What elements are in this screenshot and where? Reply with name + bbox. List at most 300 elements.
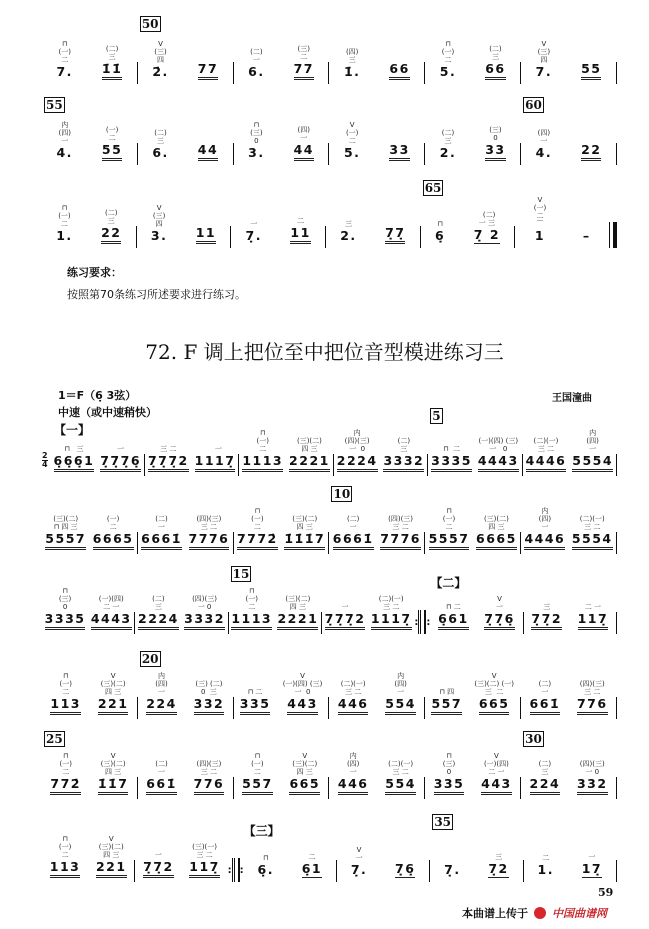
measure xyxy=(234,731,329,795)
measure xyxy=(138,651,233,715)
fingering-annotation: (一) xyxy=(251,760,264,768)
note-group xyxy=(484,595,515,630)
fingering-annotation: (二) xyxy=(155,515,168,523)
fingering-annotation: 二 xyxy=(60,220,68,228)
note-group xyxy=(143,851,174,878)
note: 665 xyxy=(479,696,510,715)
note-group xyxy=(100,445,141,472)
note: 776 xyxy=(194,776,225,795)
note: 554 xyxy=(385,776,416,795)
note: 4446 xyxy=(524,531,565,550)
note-group xyxy=(351,846,367,878)
fingering-annotation: (三) xyxy=(442,760,456,768)
fingering-annotation: (三) xyxy=(489,126,502,134)
fingering-annotation: 一 xyxy=(496,603,504,611)
fingering-annotation: 四 三 xyxy=(296,768,313,776)
fingering-annotation: 一 xyxy=(252,56,260,64)
fingering-annotation: (二) xyxy=(152,595,165,603)
note-group xyxy=(572,429,613,472)
note: 446 xyxy=(338,776,369,795)
measure-number: 5 xyxy=(432,409,441,423)
note: 661̇ xyxy=(530,696,561,715)
note-group xyxy=(198,142,218,161)
note-group xyxy=(102,45,122,80)
fingering-annotation: (二) xyxy=(538,680,552,688)
fingering-annotation: V xyxy=(349,121,355,129)
note: 4. xyxy=(56,145,73,160)
fingering-annotation: (一) xyxy=(106,515,120,523)
fingering-annotation: (二) xyxy=(397,437,411,445)
fingering-annotation: (四)(三) xyxy=(192,595,218,603)
fingering-annotation: 二 一 xyxy=(584,603,601,611)
note-group xyxy=(440,129,456,161)
fingering-annotation: V xyxy=(491,672,497,680)
fingering-annotation: V xyxy=(300,672,305,680)
fingering-annotation: 二 一 xyxy=(103,603,120,611)
note: 335 xyxy=(240,696,271,715)
repeat-dots: : xyxy=(227,865,232,876)
tempo-marking: 中速（或中速稍快） xyxy=(58,406,157,419)
measure xyxy=(42,651,137,715)
note: 7̣7̣6̣ xyxy=(484,611,515,630)
fingering-annotation: (一) xyxy=(59,680,72,688)
note-group xyxy=(338,752,369,795)
fingering-annotation: (二) xyxy=(441,129,455,137)
fingering-annotation: (三) xyxy=(537,48,551,56)
note: 7̣6̣ xyxy=(395,861,416,876)
note-group xyxy=(248,121,264,161)
fingering-annotation: 二 xyxy=(62,768,70,776)
fingering-annotation: (二)(一) xyxy=(579,515,605,523)
measure xyxy=(229,566,321,630)
measure xyxy=(523,408,616,472)
fingering-annotation: ⊓ 二 xyxy=(443,445,461,453)
measure xyxy=(42,814,134,878)
note-group xyxy=(240,688,271,715)
note: 2. xyxy=(439,145,457,160)
barline xyxy=(616,454,617,476)
fingering-annotation: 0 xyxy=(493,134,498,142)
note: 6661̇ xyxy=(333,531,374,550)
fingering-annotation: (一)(四) xyxy=(98,595,124,603)
note: 22 xyxy=(581,142,601,161)
note: 5. xyxy=(343,145,361,160)
fingering-annotation: 四 三 xyxy=(289,603,306,611)
upload-text: 本曲谱上传于 xyxy=(462,907,528,920)
note: – xyxy=(582,228,591,243)
fingering-annotation: (一) xyxy=(442,515,456,523)
note-group xyxy=(340,220,356,244)
note: 3335 xyxy=(45,611,86,630)
staff-row xyxy=(42,814,617,878)
fingering-annotation: 四 三 xyxy=(103,851,120,859)
barline xyxy=(616,532,617,554)
fingering-annotation: 三 二 xyxy=(537,445,555,453)
fingering-annotation: (二) xyxy=(538,760,552,768)
note: 55 xyxy=(102,142,122,161)
measure xyxy=(524,814,616,878)
fingering-annotation: 二 xyxy=(61,851,69,859)
measure xyxy=(42,566,134,630)
note-group xyxy=(434,752,465,795)
note: 1. xyxy=(537,862,554,877)
fingering-annotation: 一 xyxy=(158,688,166,696)
fingering-annotation: 二 xyxy=(109,523,117,531)
repeat-barline xyxy=(418,610,426,634)
fingering-annotation: (三)(二) xyxy=(292,760,318,768)
fingering-annotation: (二) xyxy=(154,129,167,137)
note: 3. xyxy=(150,228,168,243)
fingering-annotation: 四 三 xyxy=(104,768,122,776)
note: 4443 xyxy=(91,611,132,630)
key-signature: 1＝F（6̣ 3弦） xyxy=(58,389,137,402)
measure-number: 30 xyxy=(525,732,542,746)
note-group xyxy=(198,61,218,80)
fingering-annotation: (四)(三) xyxy=(579,680,605,688)
note: 3. xyxy=(248,145,265,160)
note-group xyxy=(302,853,322,878)
fingering-annotation: V xyxy=(302,752,308,760)
fingering-annotation: 内 xyxy=(349,752,357,760)
note: 113 xyxy=(50,859,81,878)
fingering-annotation: 二 xyxy=(348,137,356,145)
note-group xyxy=(102,126,122,161)
measure xyxy=(231,180,325,244)
note-group xyxy=(526,437,567,472)
fingering-annotation: 内 xyxy=(61,121,69,129)
fingering-annotation: 0 三 xyxy=(200,688,217,696)
note: 44 xyxy=(198,142,218,161)
note-group xyxy=(536,40,552,80)
fingering-annotation: (二)(一) xyxy=(388,760,414,768)
note: 2. xyxy=(340,228,357,243)
note-group xyxy=(481,752,512,795)
measure xyxy=(329,651,424,715)
note: 6̣ xyxy=(434,228,446,243)
fingering-annotation: 三 xyxy=(157,137,165,145)
fingering-annotation: 0 xyxy=(446,768,452,776)
fingering-annotation: (二) xyxy=(105,209,118,217)
fingering-annotation: 内 xyxy=(353,429,361,437)
fingering-annotation: (四) xyxy=(155,680,168,688)
note: 2224 xyxy=(337,453,378,472)
fingering-annotation: ⊓ xyxy=(437,220,443,228)
note-group xyxy=(146,672,177,715)
note-group xyxy=(488,853,508,878)
note: 117̣ xyxy=(578,611,609,630)
fingering-annotation: 一 xyxy=(349,768,357,776)
section-label: 【三】 xyxy=(243,824,280,838)
fingering-annotation: 一 xyxy=(589,445,597,453)
fingering-annotation: 二 一 xyxy=(488,768,505,776)
measure xyxy=(51,408,144,472)
fingering-annotation: ⊓ xyxy=(61,40,68,48)
note-group xyxy=(583,228,591,244)
note: 1̇1̇1̇7 xyxy=(284,531,325,550)
measure xyxy=(137,180,231,244)
fingering-annotation: (三) xyxy=(297,45,311,53)
fingering-annotation: (三)(二) xyxy=(100,760,126,768)
note-group xyxy=(45,515,86,550)
staff-row xyxy=(42,16,617,80)
note: 1̇1̇7 xyxy=(98,776,129,795)
fingering-annotation: 二 xyxy=(248,603,256,611)
practice-heading: 练习要求： xyxy=(67,266,122,279)
note: 66 xyxy=(485,61,505,80)
fingering-annotation: (一) xyxy=(58,48,71,56)
staff-row xyxy=(42,180,617,244)
note: 7̣2 xyxy=(488,861,509,876)
note: 7776 xyxy=(189,531,230,550)
fingering-annotation: 一 xyxy=(158,523,166,531)
measure xyxy=(329,16,424,80)
note: 6̣61 xyxy=(438,611,469,630)
note-group xyxy=(485,45,505,80)
composer: 王国潼曲 xyxy=(552,393,592,404)
measure xyxy=(329,486,424,550)
fingering-annotation: 一 xyxy=(117,445,125,453)
note-group xyxy=(435,220,445,244)
fingering-annotation: V xyxy=(158,40,163,48)
fingering-annotation: 一 xyxy=(541,523,549,531)
note: 7. xyxy=(535,64,553,79)
fingering-annotation: (二)(一) xyxy=(533,437,559,445)
fingering-annotation: (二)(一) xyxy=(378,595,404,603)
note: 557 xyxy=(431,696,462,715)
note: 221 xyxy=(96,859,127,878)
fingering-annotation: 一 xyxy=(250,220,258,228)
note: 5554 xyxy=(572,531,613,550)
note-group xyxy=(385,672,416,715)
note-group xyxy=(141,515,182,550)
note-group xyxy=(389,142,409,161)
note-group xyxy=(530,680,561,715)
fingering-annotation: ⊓ xyxy=(248,587,255,595)
fingering-annotation: (一) xyxy=(58,843,72,851)
measure-number: 25 xyxy=(46,732,63,746)
measure xyxy=(521,731,616,795)
fingering-annotation: (一) xyxy=(251,515,264,523)
measure xyxy=(425,486,520,550)
repeat-barline xyxy=(232,858,240,882)
fingering-annotation: ⌒ xyxy=(536,220,544,228)
measure xyxy=(521,97,616,161)
fingering-annotation: 0 xyxy=(62,603,68,611)
note-group xyxy=(258,854,274,878)
site-logo: 中国曲谱网 xyxy=(552,907,607,920)
note-group xyxy=(138,595,179,630)
note: 1113 xyxy=(231,611,272,630)
note: 224 xyxy=(530,776,561,795)
practice-text: 按照第70条练习所述要求进行练习。 xyxy=(67,288,246,301)
fingering-annotation: (一) xyxy=(58,212,71,220)
fingering-annotation: 三 xyxy=(495,853,503,861)
fingering-annotation: (一)(四) (三) xyxy=(282,680,323,688)
note: 6̣6̣6̣1 xyxy=(54,453,95,472)
note: 2224 xyxy=(138,611,179,630)
note: 11 xyxy=(196,225,216,244)
measure-number: 60 xyxy=(525,98,542,112)
note-group xyxy=(242,429,283,472)
note: 6665 xyxy=(476,531,517,550)
fingering-annotation: ⊓ xyxy=(446,507,452,515)
fingering-annotation: (三) xyxy=(250,129,263,137)
fingering-annotation: 三 xyxy=(348,56,356,64)
measure xyxy=(521,16,616,80)
measure-number: 55 xyxy=(46,98,63,112)
fingering-annotation: (三)(二) xyxy=(285,595,311,603)
fingering-annotation: 三 二 xyxy=(584,688,601,696)
fingering-annotation: (二) xyxy=(105,45,119,53)
note: 443 xyxy=(481,776,512,795)
fingering-annotation: 一 三 xyxy=(478,219,496,227)
fingering-annotation: 三 二 xyxy=(160,445,177,453)
note-group xyxy=(581,142,601,161)
note-group xyxy=(54,445,95,472)
fingering-annotation: 二 xyxy=(62,688,70,696)
fingering-annotation: ⊓ xyxy=(62,672,69,680)
note: 6661̇ xyxy=(141,531,182,550)
note-group xyxy=(530,760,561,795)
note-group xyxy=(371,595,412,630)
note-group xyxy=(476,515,517,550)
measure xyxy=(524,566,616,630)
note-group xyxy=(429,507,470,550)
note: 2221 xyxy=(277,611,318,630)
note-group xyxy=(444,862,460,878)
note-group xyxy=(438,603,469,630)
note: 7̣ 2 xyxy=(473,227,501,242)
fingering-annotation: (四)(三) xyxy=(388,515,414,523)
measure-number: 65 xyxy=(424,181,442,195)
note-group xyxy=(577,680,608,715)
fingering-annotation: (二) xyxy=(250,48,263,56)
note: 7772̇ xyxy=(237,531,278,550)
fingering-annotation: 一 xyxy=(61,137,69,145)
fingering-annotation: 四 三 xyxy=(104,688,122,696)
repeat-dots: : xyxy=(239,865,244,876)
note-group xyxy=(290,217,310,244)
fingering-annotation: 二 xyxy=(297,217,305,225)
measure xyxy=(322,566,414,630)
fingering-annotation: (三) xyxy=(152,212,166,220)
barline xyxy=(616,62,617,84)
measure-number: 20 xyxy=(141,652,159,666)
fingering-annotation: (三)(一) xyxy=(192,843,218,851)
fingering-annotation: ⊓ 二 xyxy=(247,688,263,696)
note-group xyxy=(91,595,132,630)
measure xyxy=(234,16,329,80)
fingering-annotation: 二 xyxy=(542,854,550,862)
fingering-annotation: (四)(三) xyxy=(196,515,222,523)
fingering-annotation: 三 二 xyxy=(200,768,218,776)
fingering-annotation: (一) xyxy=(533,204,547,212)
fingering-annotation: 三 xyxy=(491,53,499,61)
fingering-annotation: V xyxy=(156,204,162,212)
note-group xyxy=(474,672,514,715)
measure xyxy=(425,651,520,715)
fingering-annotation: 四 xyxy=(540,56,548,64)
final-barline xyxy=(609,222,617,248)
fingering-annotation: 三 xyxy=(400,445,408,453)
note: 5554 xyxy=(572,453,613,472)
note: 335 xyxy=(434,776,465,795)
fingering-annotation: (四)(三) xyxy=(579,760,605,768)
fingering-annotation: V xyxy=(110,752,116,760)
note-group xyxy=(395,861,415,878)
measure xyxy=(334,408,427,472)
fingering-annotation: ⊓ 四 xyxy=(439,688,455,696)
measure xyxy=(329,97,424,161)
note-group xyxy=(283,672,323,715)
fingering-annotation: (二) xyxy=(489,45,502,53)
fingering-annotation: 一 xyxy=(208,445,222,453)
fingering-annotation: 内 xyxy=(397,672,405,680)
fingering-annotation: ⊓ xyxy=(263,854,269,862)
note-group xyxy=(344,48,360,80)
fingering-annotation: ⊓ xyxy=(260,429,266,437)
measure xyxy=(135,814,227,878)
measure xyxy=(421,180,515,244)
note-group xyxy=(380,515,421,550)
note: 557 xyxy=(242,776,273,795)
fingering-annotation: ⊓ xyxy=(446,752,452,760)
fingering-annotation: 二 xyxy=(444,56,452,64)
measure xyxy=(42,16,137,80)
fingering-annotation: (三)(二) xyxy=(296,437,322,445)
note-group xyxy=(246,220,262,244)
fingering-annotation: 一 0 xyxy=(197,603,212,611)
measure xyxy=(326,180,420,244)
note-group xyxy=(294,126,314,161)
fingering-annotation: 四 xyxy=(155,220,163,228)
fingering-annotation: 三 xyxy=(444,137,452,145)
page-number: 59 xyxy=(598,886,614,899)
fingering-annotation: 一 xyxy=(158,768,166,776)
fingering-annotation: 三 二 xyxy=(584,523,601,531)
note-group xyxy=(152,129,168,161)
note-group xyxy=(96,835,127,878)
note-group xyxy=(45,587,86,630)
note-group xyxy=(195,445,236,472)
note: 7̣7̣7̣6̣ xyxy=(100,453,141,472)
note-group xyxy=(231,587,272,630)
staff-row xyxy=(42,566,617,630)
fingering-annotation: (一) xyxy=(256,437,269,445)
fingering-annotation: 三 二 xyxy=(392,768,409,776)
note-group xyxy=(325,603,366,630)
note: 22 xyxy=(101,225,121,244)
measure xyxy=(138,486,233,550)
note-group xyxy=(478,437,519,472)
note: 665 xyxy=(289,776,320,795)
fingering-annotation: ⊓ xyxy=(445,40,451,48)
note: 77 xyxy=(198,61,218,80)
note-group xyxy=(284,515,325,550)
note-group xyxy=(344,121,360,161)
note-group xyxy=(194,680,225,715)
note: 443 xyxy=(287,696,318,715)
fingering-annotation: (一) xyxy=(245,595,258,603)
note: 6. xyxy=(248,64,265,79)
fingering-annotation: ⊓ xyxy=(61,204,68,212)
fingering-annotation: (三)(二) xyxy=(100,680,126,688)
fingering-annotation: 内 xyxy=(158,672,166,680)
note: 224 xyxy=(146,696,177,715)
note: 446 xyxy=(338,696,369,715)
footer-upload xyxy=(462,905,607,921)
fingering-annotation: (一) xyxy=(345,129,359,137)
